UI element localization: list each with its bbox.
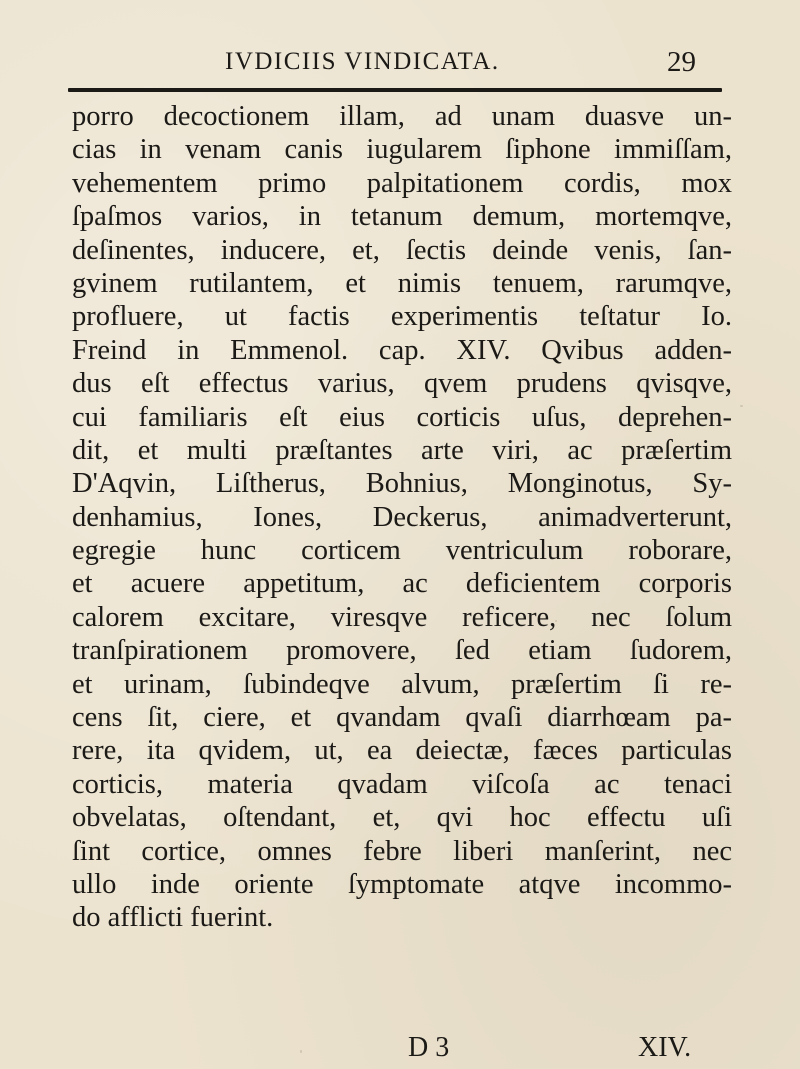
header-rule [68, 88, 722, 92]
text-line: dit, et multi præſtantes arte viri, ac præſertim [72, 434, 732, 466]
text-line: tranſpirationem promovere, ſed etiam ſudorem, [72, 635, 732, 667]
text-line: calorem excitare, viresqve reficere, nec ſolum [72, 601, 732, 633]
text-line: profluere, ut factis experimentis teſtatur Io. [72, 301, 732, 333]
paper-speck [118, 812, 121, 815]
text-line: cens ſit, ciere, et qvandam qvaſi diarrhœam pa- [72, 702, 732, 734]
text-line: cias in venam canis iugularem ſiphone immiſſam, [72, 134, 732, 166]
text-line: Freind in Emmenol. cap. XIV. Qvibus adden- [72, 334, 732, 366]
text-line: ſpaſmos varios, in tetanum demum, mortemqve, [72, 201, 732, 233]
text-line: deſinentes, inducere, et, ſectis deinde venis, ſan- [72, 234, 732, 266]
text-line: rere, ita qvidem, ut, ea deiectæ, fæces particulas [72, 735, 732, 767]
paper-speck [740, 405, 743, 407]
paper-speck [300, 1050, 302, 1053]
text-line: ullo inde oriente ſymptomate atqve incommo- [72, 868, 732, 900]
paper-speck [555, 620, 557, 622]
text-line: egregie hunc corticem ventriculum roborare, [72, 535, 732, 567]
text-line: denhamius, Iones, Deckerus, animadverterunt, [72, 501, 732, 533]
text-line: et urinam, ſubindeqve alvum, præſertim ſi re- [72, 668, 732, 700]
text-line: obvelatas, oſtendant, et, qvi hoc effectu uſi [72, 802, 732, 834]
running-title: IVDICIIS VINDICATA. [225, 48, 500, 75]
catchword: XIV. [638, 1032, 692, 1063]
text-line: dus eſt effectus varius, qvem prudens qvisqve, [72, 368, 732, 400]
running-head [70, 48, 720, 78]
text-line: porro decoctionem illam, ad unam duasve un- [72, 101, 732, 132]
text-line: ſint cortice, omnes febre liberi manſerint, nec [72, 835, 732, 867]
text-line: cui familiaris eſt eius corticis uſus, deprehen- [72, 401, 732, 433]
text-line: et acuere appetitum, ac deficientem corporis [72, 568, 732, 600]
body-text [72, 100, 732, 935]
text-line: vehementem primo palpitationem cordis, mox [72, 167, 732, 199]
page-footer [0, 1032, 800, 1066]
text-line: gvinem rutilantem, et nimis tenuem, rarumqve, [72, 267, 732, 299]
text-line: do afflicti fuerint. [72, 902, 274, 934]
text-line: D'Aqvin, Liſtherus, Bohnius, Monginotus, Sy- [72, 468, 732, 500]
signature-mark: D 3 [408, 1032, 450, 1063]
page-number: 29 [667, 46, 696, 78]
text-line: corticis, materia qvadam viſcoſa ac tenaci [72, 768, 732, 800]
